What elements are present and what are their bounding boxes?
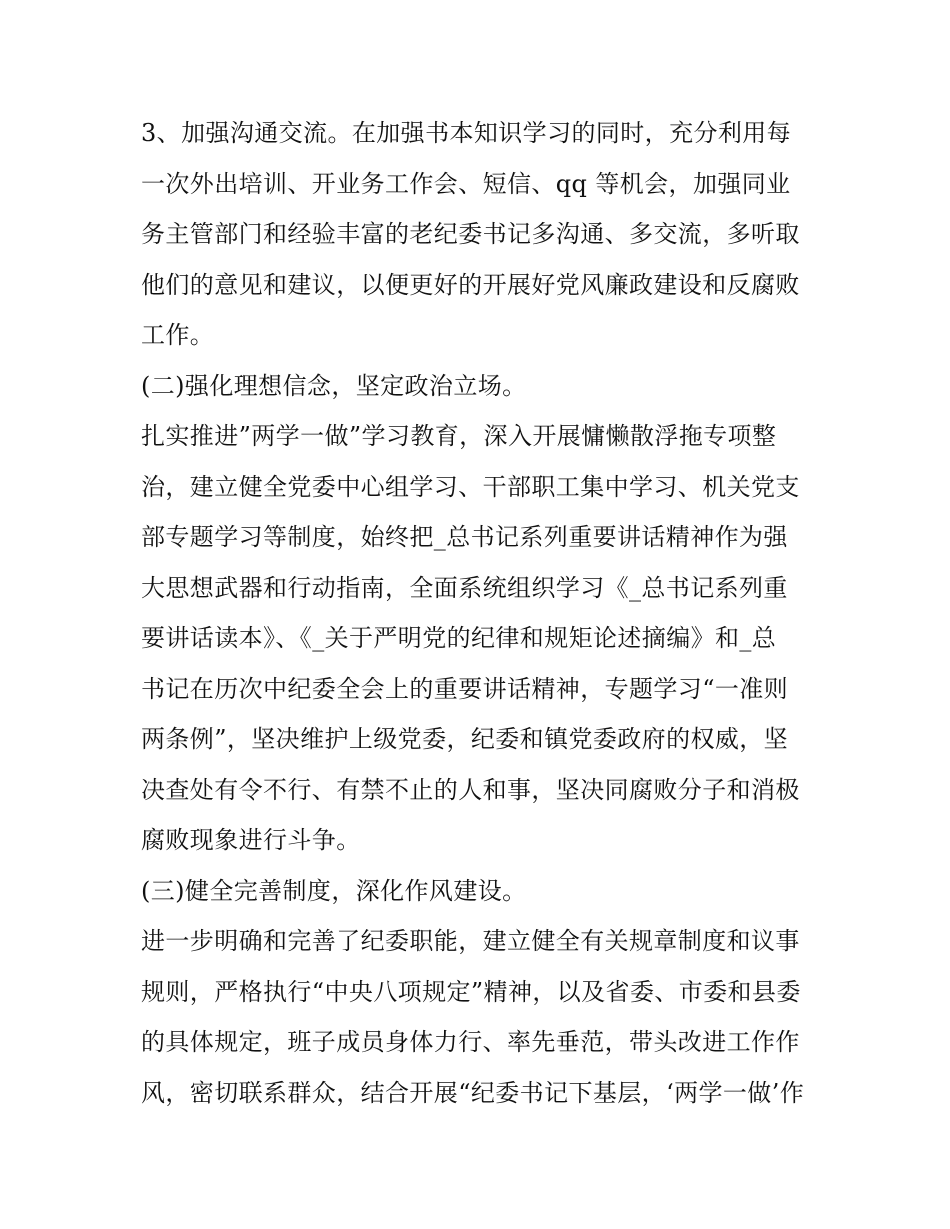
text-line: 部专题学习等制度，始终把_总书记系列重要讲话精神作为强 [141,523,788,551]
text-line: 规则，严格执行“中央八项规定”精神，以及省委、市委和县委 [141,977,801,1006]
text-line: 3、加强沟通交流。在加强书本知识学习的同时，充分利用每 [141,119,792,147]
text-line: 的具体规定，班子成员身体力行、率先垂范，带头改进工作作 [141,1028,800,1056]
text-line: 一次外出培训、开业务工作会、短信、qq 等机会，加强同业 [141,169,791,198]
text-line: 务主管部门和经验丰富的老纪委书记多沟通、多交流，多听取 [141,220,800,248]
text-line: 进一步明确和完善了纪委职能，建立健全有关规章制度和议事 [141,927,800,955]
section-heading: (三)健全完善制度，深化作风建设。 [141,876,527,905]
text-line: 风，密切联系群众，结合开展“纪委书记下基层，‘两学一做’作 [141,1078,805,1107]
text-line: 治，建立健全党委中心组学习、干部职工集中学习、机关党支 [141,472,800,501]
text-line: 腐败现象进行斗争。 [141,826,361,854]
text-line: 他们的意见和建议，以便更好的开展好党风廉政建设和反腐败 [141,270,800,299]
text-line: 两条例”，坚决维护上级党委，纪委和镇党委政府的权威，坚 [141,725,789,753]
text-line: 决查处有令不行、有禁不止的人和事，坚决同腐败分子和消极 [141,775,800,804]
text-line: 工作。 [141,321,215,349]
text-line: 要讲话读本》、《_关于严明党的纪律和规矩论述摘编》和_总 [141,624,777,652]
section-heading: (二)强化理想信念，坚定政治立场。 [141,371,527,400]
text-line: 扎实推进”两学一做”学习教育，深入开展慵懒散浮拖专项整 [141,422,777,450]
text-line: 书记在历次中纪委全会上的重要讲话精神，专题学习“一准则 [141,674,789,703]
text-line: 大思想武器和行动指南，全面系统组织学习《_总书记系列重 [141,573,788,602]
document-body [141,108,821,1118]
